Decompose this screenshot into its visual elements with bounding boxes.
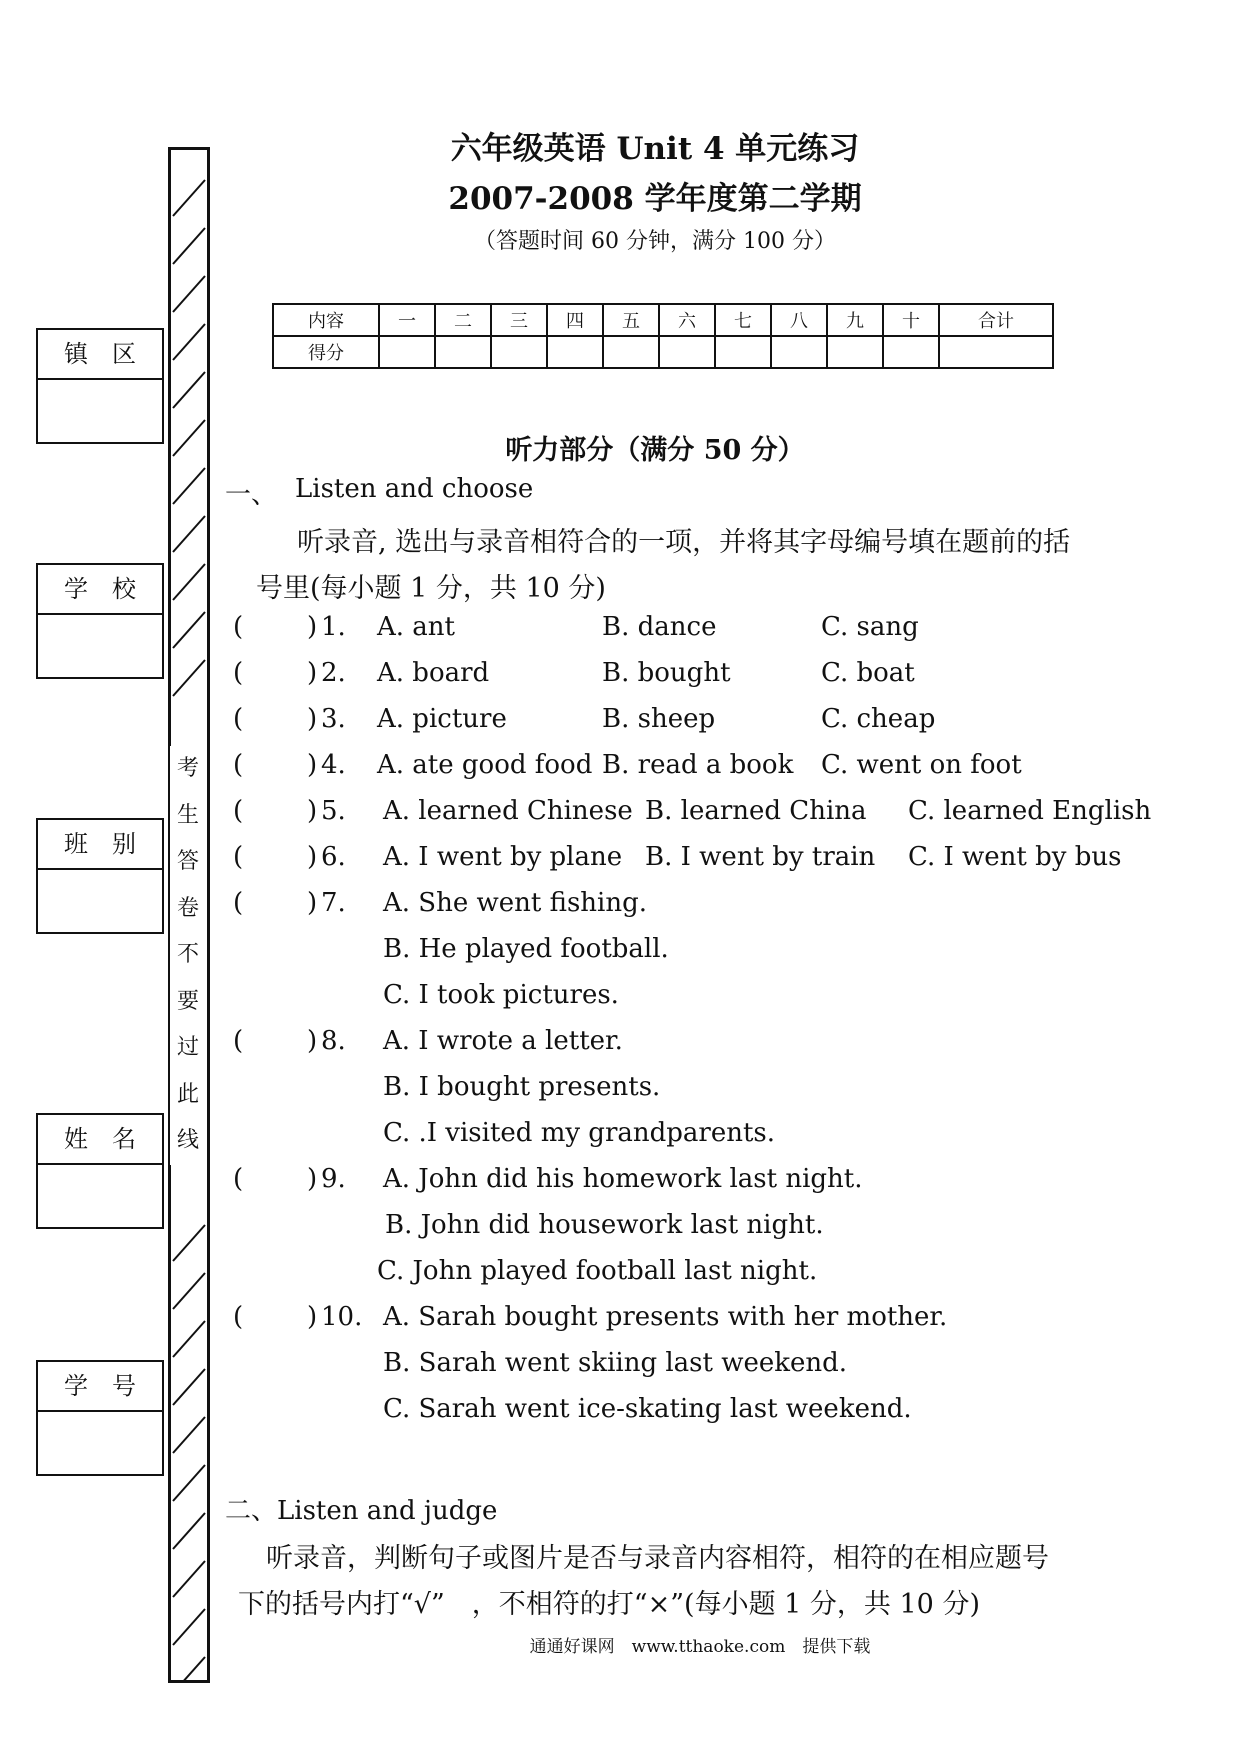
- option-a: A. I wrote a letter.: [383, 1026, 623, 1056]
- info-box-label: 学 校: [38, 565, 162, 615]
- part1-title: Listen and choose: [295, 474, 534, 504]
- hatch-line: [173, 1561, 205, 1597]
- option-a: A. ant: [377, 612, 455, 642]
- answer-bracket-close[interactable]: ): [307, 658, 318, 688]
- option-a: A. John did his homework last night.: [383, 1164, 863, 1194]
- hatch-line: [173, 180, 205, 216]
- info-box-student-number: [36, 1360, 164, 1476]
- info-box-field[interactable]: [38, 1412, 162, 1474]
- table-cell: 三: [491, 304, 547, 336]
- score-table-score-row: [273, 336, 1053, 368]
- score-cell[interactable]: [435, 336, 491, 368]
- hatch-line: [173, 1273, 205, 1309]
- score-cell[interactable]: [603, 336, 659, 368]
- info-box-field[interactable]: [38, 870, 162, 932]
- seal-char: 答: [176, 849, 199, 874]
- answer-bracket-open[interactable]: (: [233, 796, 244, 826]
- option-c: C. sang: [821, 612, 919, 642]
- score-cell[interactable]: [547, 336, 603, 368]
- seal-char: 此: [176, 1081, 199, 1107]
- option-c: C. Sarah went ice-skating last weekend.: [383, 1394, 912, 1424]
- option-b: B. bought: [602, 658, 731, 688]
- seal-char: 不: [176, 942, 199, 967]
- answer-bracket-close[interactable]: ): [307, 1302, 318, 1332]
- table-cell: 九: [827, 304, 883, 336]
- option-c: C. boat: [821, 658, 915, 688]
- option-b: B. learned China: [645, 796, 867, 826]
- answer-bracket-close[interactable]: ): [307, 888, 318, 918]
- seal-char: 卷: [176, 895, 199, 921]
- table-cell: 得分: [273, 336, 379, 368]
- answer-bracket-open[interactable]: (: [233, 1164, 244, 1194]
- option-c: C. I went by bus: [908, 842, 1122, 872]
- hatch-line: [173, 564, 205, 600]
- hatch-line: [173, 372, 205, 408]
- info-box-town: [36, 328, 164, 444]
- score-table: [272, 303, 1054, 369]
- hatch-line: [173, 516, 205, 552]
- question-number: 6.: [321, 842, 346, 872]
- hatch-line: [173, 1369, 205, 1405]
- option-a: A. Sarah bought presents with her mother.: [383, 1302, 948, 1332]
- score-cell[interactable]: [827, 336, 883, 368]
- option-a: A. ate good food: [377, 750, 593, 780]
- hatch-line: [173, 1465, 205, 1501]
- hatch-line: [173, 1321, 205, 1357]
- info-box-label: 姓 名: [38, 1115, 162, 1165]
- hatch-line: [173, 1513, 205, 1549]
- option-b: B. Sarah went skiing last weekend.: [383, 1348, 848, 1378]
- question-number: 8.: [321, 1026, 346, 1056]
- answer-bracket-close[interactable]: ): [307, 796, 318, 826]
- score-cell[interactable]: [379, 336, 435, 368]
- option-b: B. sheep: [602, 704, 716, 734]
- score-cell[interactable]: [659, 336, 715, 368]
- option-a: A. I went by plane: [383, 842, 623, 872]
- option-c: C. I took pictures.: [383, 980, 619, 1010]
- section-heading: 听力部分（满分 50 分）: [505, 435, 805, 466]
- hatch-line: [173, 468, 205, 504]
- score-cell[interactable]: [883, 336, 939, 368]
- seal-char: 生: [176, 802, 199, 828]
- time-note: （答题时间 60 分钟，满分 100 分）: [474, 229, 836, 254]
- part2-title: 二、Listen and judge: [225, 1496, 498, 1526]
- hatch-line: [173, 228, 205, 264]
- score-table-header-row: [273, 304, 1053, 336]
- answer-bracket-open[interactable]: (: [233, 750, 244, 780]
- footer-credit: 通通好课网 www.tthaoke.com 提供下载: [529, 1637, 871, 1657]
- seal-char: 线: [176, 1128, 199, 1153]
- hatch-line: [173, 324, 205, 360]
- hatch-line: [173, 1225, 205, 1261]
- option-b: B. dance: [602, 612, 717, 642]
- seal-char: 要: [176, 988, 199, 1014]
- answer-bracket-open[interactable]: (: [233, 704, 244, 734]
- table-cell: 六: [659, 304, 715, 336]
- info-box-field[interactable]: [38, 1165, 162, 1227]
- option-c: C. went on foot: [821, 750, 1022, 780]
- question-number: 1.: [321, 612, 346, 642]
- question-number: 7.: [321, 888, 346, 918]
- table-cell: 五: [603, 304, 659, 336]
- answer-bracket-close[interactable]: ): [307, 1026, 318, 1056]
- answer-bracket-close[interactable]: ): [307, 612, 318, 642]
- part1-instruction: 听录音, 选出与录音相符合的一项，并将其字母编号填在题前的括: [297, 527, 1071, 558]
- answer-bracket-open[interactable]: (: [233, 612, 244, 642]
- hatch-line: [173, 1417, 205, 1453]
- hatch-line: [173, 1657, 205, 1680]
- question-number: 2.: [321, 658, 346, 688]
- info-box-school: [36, 563, 164, 679]
- score-cell[interactable]: [939, 336, 1053, 368]
- part2-instruction: 下的括号内打“√” ，不相符的打“×”(每小题 1 分，共 10 分): [238, 1589, 980, 1620]
- answer-bracket-open[interactable]: (: [233, 658, 244, 688]
- question-number: 10.: [321, 1302, 363, 1332]
- table-cell: 十: [883, 304, 939, 336]
- hatch-line: [173, 660, 205, 696]
- question-number: 3.: [321, 704, 346, 734]
- score-cell[interactable]: [771, 336, 827, 368]
- option-a: A. learned Chinese: [383, 796, 633, 826]
- table-cell: 七: [715, 304, 771, 336]
- option-c: C. .I visited my grandparents.: [383, 1118, 776, 1148]
- option-c: C. cheap: [821, 704, 936, 734]
- option-a: A. board: [377, 658, 490, 688]
- question-number: 4.: [321, 750, 346, 780]
- seal-warning-text: [170, 746, 206, 1165]
- page-subtitle: 2007-2008 学年度第二学期: [448, 181, 862, 217]
- part2-instruction: 听录音，判断句子或图片是否与录音内容相符，相符的在相应题号: [266, 1543, 1049, 1574]
- table-cell: 二: [435, 304, 491, 336]
- info-box-label: 镇 区: [38, 330, 162, 380]
- option-b: B. John did housework last night.: [385, 1210, 824, 1240]
- answer-bracket-close[interactable]: ): [307, 1164, 318, 1194]
- info-box-name: [36, 1113, 164, 1229]
- hatch-line: [173, 612, 205, 648]
- table-cell: 一: [379, 304, 435, 336]
- answer-bracket-open[interactable]: (: [233, 888, 244, 918]
- part1-number: 一、: [225, 480, 278, 510]
- answer-bracket-open[interactable]: (: [233, 1026, 244, 1056]
- info-box-label: 学 号: [38, 1362, 162, 1412]
- option-b: B. read a book: [602, 750, 794, 780]
- option-a: A. picture: [377, 704, 507, 734]
- answer-bracket-close[interactable]: ): [307, 750, 318, 780]
- question-number: 9.: [321, 1164, 346, 1194]
- table-cell: 八: [771, 304, 827, 336]
- hatch-line: [173, 276, 205, 312]
- question-number: 5.: [321, 796, 346, 826]
- answer-bracket-close[interactable]: ): [307, 704, 318, 734]
- seal-char: 考: [176, 756, 199, 781]
- option-b: B. I bought presents.: [383, 1072, 661, 1102]
- info-box-class: [36, 818, 164, 934]
- answer-bracket-open[interactable]: (: [233, 842, 244, 872]
- answer-bracket-open[interactable]: (: [233, 1302, 244, 1332]
- info-box-label: 班 别: [38, 820, 162, 870]
- option-b: B. He played football.: [383, 934, 669, 964]
- option-a: A. She went fishing.: [383, 888, 648, 918]
- answer-bracket-close[interactable]: ): [307, 842, 318, 872]
- table-cell: 合计: [939, 304, 1053, 336]
- option-b: B. I went by train: [645, 842, 876, 872]
- table-cell: 内容: [273, 304, 379, 336]
- page-title: 六年级英语 Unit 4 单元练习: [450, 131, 860, 167]
- table-cell: 四: [547, 304, 603, 336]
- score-cell[interactable]: [491, 336, 547, 368]
- part1-instruction: 号里(每小题 1 分，共 10 分): [256, 573, 606, 604]
- option-c: C. learned English: [908, 796, 1152, 826]
- score-cell[interactable]: [715, 336, 771, 368]
- option-c: C. John played football last night.: [377, 1256, 818, 1286]
- info-box-field[interactable]: [38, 615, 162, 677]
- seal-char: 过: [176, 1035, 199, 1060]
